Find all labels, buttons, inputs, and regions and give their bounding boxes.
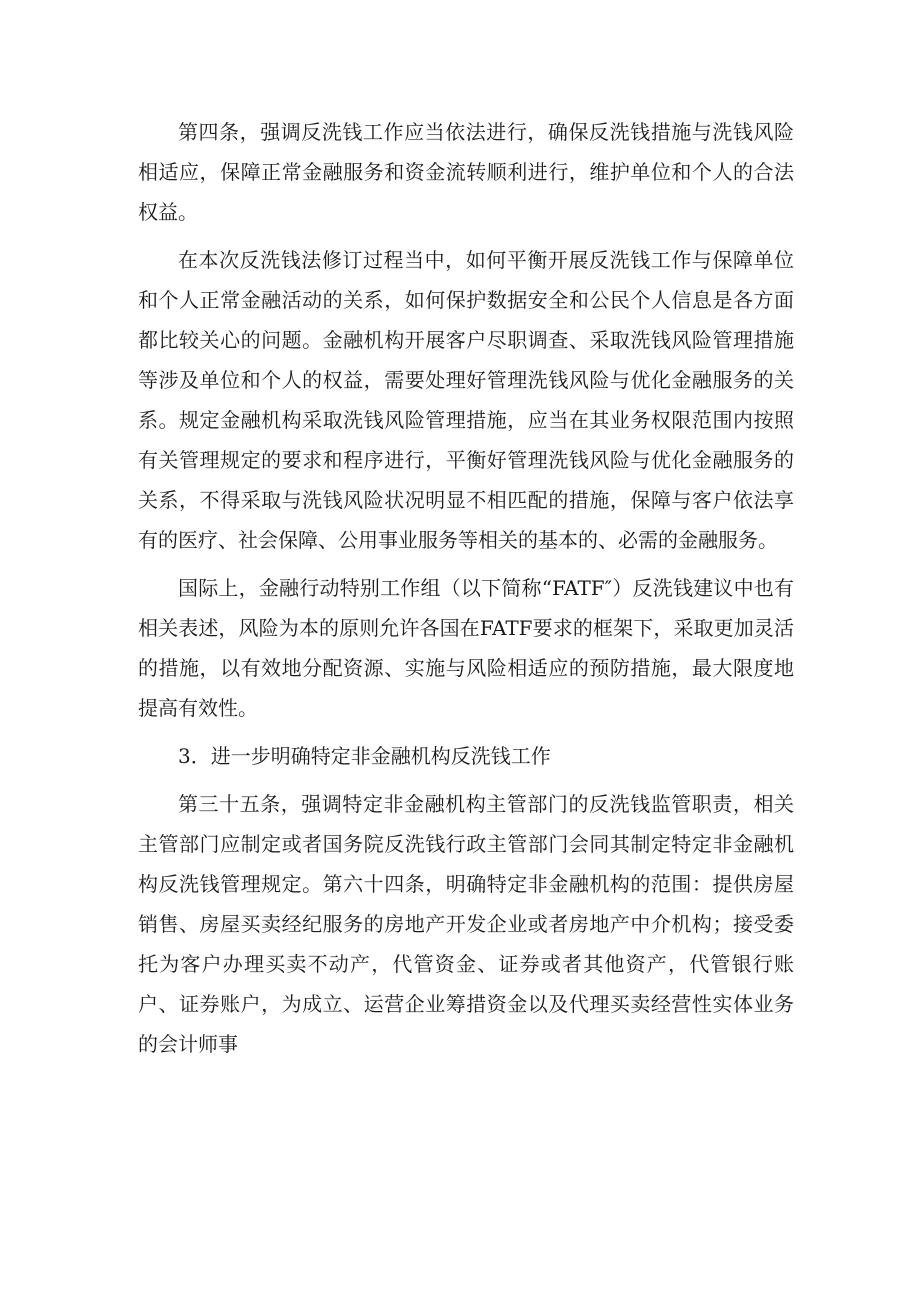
paragraph-article-4: 第四条，强调反洗钱工作应当依法进行，确保反洗钱措施与洗钱风险相适应，保障正常金融服务和资金流转顺利进行，维护单位和个人的合法权益。 [138, 120, 794, 224]
section-heading-3: 3．进一步明确特定非金融机构反洗钱工作 [178, 744, 551, 768]
paragraph-revision-balance: 在本次反洗钱法修订过程当中，如何平衡开展反洗钱工作与保障单位和个人正常金融活动的关系，如何保护数据安全和公民个人信息是各方面都比较关心的问题。金融机构开展客户尽职调查、采取洗钱风险管理措施等涉及单位和个人的权益，需要处理好管理洗钱风险与优化金融服务的关系。规定金融机构采取洗钱风险管理措施，应当在其业务权限范围内按照有关管理规定的要求和程序进行，平衡好管理洗钱风险与优化金融服务的关系，不得采取与洗钱风险状况明显不相匹配的措施，保障与客户依法享有的医疗、社会保障、公用事业服务等相关的基本的、必需的金融服务。 [138, 248, 794, 552]
paragraph-article-35: 第三十五条，强调特定非金融机构主管部门的反洗钱监管职责，相关主管部门应制定或者国务院反洗钱行政主管部门会同其制定特定非金融机构反洗钱管理规定。第六十四条，明确特定非金融机构的范围：提供房屋销售、房屋买卖经纪服务的房地产开发企业或者房地产中介机构；接受委托为客户办理买卖不动产，代管资金、证券或者其他资产，代管银行账户、证券账户，为成立、运营企业筹措资金以及代理买卖经营性实体业务的会计师事 [138, 792, 794, 1056]
paragraph-fatf: 国际上，金融行动特别工作组（以下简称“FATF″）反洗钱建议中也有相关表述，风险为本的原则允许各国在FATF要求的框架下，采取更加灵活的措施，以有效地分配资源、实施与风险相适应的预防措施，最大限度地提高有效性。 [138, 576, 794, 720]
document-body [138, 112, 794, 1072]
